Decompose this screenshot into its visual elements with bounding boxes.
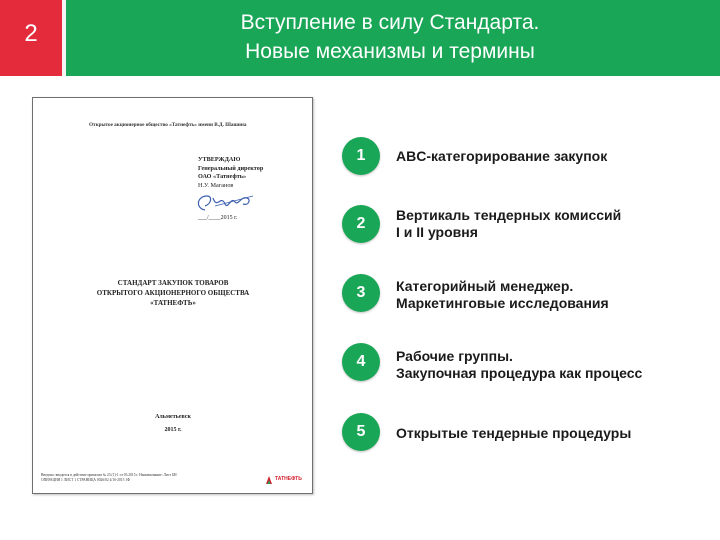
item-5-line-1: Открытые тендерные процедуры: [396, 425, 632, 441]
document-date-line: ___/____2015 г.: [198, 215, 238, 221]
item-3-line-1: Категорийный менеджер.: [396, 278, 574, 294]
slide-title-line-1: Вступление в силу Стандарта.: [240, 11, 540, 34]
item-1-line-1: ABC-категорирование закупок: [396, 148, 608, 164]
item-3-line-2: Маркетинговые исследования: [396, 295, 609, 311]
slide-number-box: [0, 0, 62, 76]
item-3-text: [396, 278, 716, 312]
tatneft-logo-icon: [264, 475, 274, 485]
document-thumbnail: [32, 97, 313, 494]
document-approval-block: [198, 156, 263, 190]
document-city: Альметьевск: [155, 414, 191, 420]
slide-number: 2: [24, 20, 38, 47]
document-footer-line-2: ОПЕРАЦИЯ 1 ЛИСТ 1 СТРАНИЦА 0026/02 4/16-2015 1Ф: [41, 478, 130, 482]
document-org-line: Открытое акционерное общество «Татнефть» имени В.Д. Шашина: [89, 122, 247, 128]
item-2-text: [396, 207, 716, 241]
document-footer-line-1: Введено: вводится в действие приказом № 23 (1)-1 от 03.2015 г. Наименование: Лист БН: [41, 473, 177, 477]
slide-header: [0, 0, 720, 76]
item-5-number-circle: 5: [342, 413, 380, 451]
item-1-text: [396, 148, 716, 165]
item-4-line-2: Закупочная процедура как процесс: [396, 365, 643, 381]
item-2-line-1: Вертикаль тендерных комиссий: [396, 207, 622, 223]
document-standard-line-2: ОТКРЫТОГО АКЦИОНЕРНОГО ОБЩЕСТВА: [96, 289, 250, 297]
item-5-text: [396, 425, 716, 442]
slide-title: [190, 8, 590, 66]
header-divider: [62, 0, 66, 76]
document-standard-title: [73, 278, 273, 308]
tatneft-logo-text: ТАТНЕФТЬ: [275, 476, 302, 482]
item-2-number-circle: 2: [342, 205, 380, 243]
item-1-number-circle: 1: [342, 137, 380, 175]
document-year: 2015 г.: [164, 427, 182, 433]
signature-image: [191, 190, 261, 216]
document-approve-name: Н.У. Маганов: [198, 181, 234, 189]
item-4-line-1: Рабочие группы.: [396, 348, 513, 364]
item-4-text: [396, 348, 716, 382]
item-2-line-2: I и II уровня: [396, 224, 478, 240]
item-3-number-circle: 3: [342, 274, 380, 312]
document-standard-line-1: СТАНДАРТ ЗАКУПОК ТОВАРОВ: [117, 279, 229, 287]
document-city-block: [73, 411, 273, 437]
document-approve-heading: УТВЕРЖДАЮ: [198, 156, 241, 163]
document-approve-company: ОАО «Татнефть»: [198, 173, 247, 180]
slide-title-line-2: Новые механизмы и термины: [245, 40, 535, 63]
document-standard-line-3: «ТАТНЕФТЬ»: [150, 299, 196, 307]
document-approve-position: Генеральный директор: [198, 164, 264, 172]
document-footer: [41, 473, 231, 483]
item-4-number-circle: 4: [342, 343, 380, 381]
